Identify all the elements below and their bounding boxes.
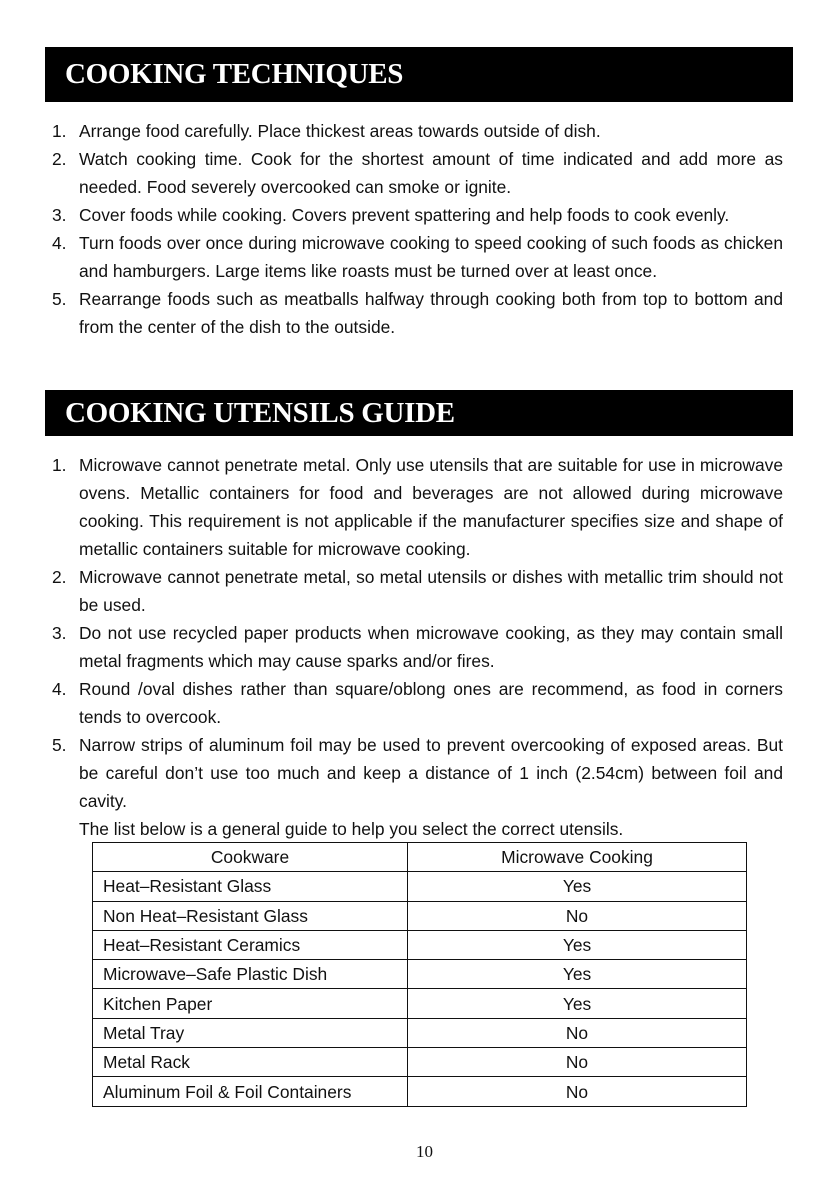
cookware-cell: Metal Rack [93,1048,408,1077]
microwave-cooking-cell: No [408,1048,747,1077]
header-microwave-cooking: Microwave Cooking [408,843,747,872]
item-text: Arrange food carefully. Place thickest areas towards outside of dish. [79,121,601,141]
table-header-row [93,843,747,872]
item-text: Rearrange foods such as meatballs halfway through cooking both from top to bottom and from the center of the dish to the outside. [79,289,783,337]
cookware-cell: Kitchen Paper [93,989,408,1018]
microwave-cooking-cell: No [408,1077,747,1106]
table-row [93,872,747,901]
section-header-cooking-utensils-guide [45,390,793,436]
table-row [93,1018,747,1047]
list-item [52,201,783,229]
header-cookware: Cookware [93,843,408,872]
item-number: 5. [52,289,67,309]
list-item [52,229,783,285]
list-item [52,451,783,563]
section-title: COOKING UTENSILS GUIDE [65,396,455,429]
table-intro: The list below is a general guide to help you select the correct utensils. [79,819,624,839]
item-text: Cover foods while cooking. Covers prevent spattering and help foods to cook evenly. [79,205,730,225]
cooking-techniques-list [52,117,783,341]
section-header-cooking-techniques [45,47,793,102]
table-row [93,1048,747,1077]
list-item [52,145,783,201]
item-number: 2. [52,149,67,169]
page-number: 10 [416,1142,433,1161]
list-item [52,675,783,731]
microwave-cooking-cell: Yes [408,930,747,959]
list-item [52,619,783,675]
microwave-cooking-cell: No [408,1018,747,1047]
utensils-table [92,842,747,1107]
item-number: 3. [52,623,67,643]
cookware-cell: Microwave–Safe Plastic Dish [93,960,408,989]
microwave-cooking-cell: Yes [408,989,747,1018]
item-number: 4. [52,233,67,253]
cookware-cell: Non Heat–Resistant Glass [93,901,408,930]
table-row [93,901,747,930]
item-number: 5. [52,735,67,755]
item-number: 4. [52,679,67,699]
item-number: 1. [52,121,67,141]
cookware-cell: Aluminum Foil & Foil Containers [93,1077,408,1106]
item-text: Narrow strips of aluminum foil may be used to prevent overcooking of exposed areas. But be careful don’t use too much and keep a distance of 1 inch (2.54cm) between foil and cavity. [79,735,783,811]
cookware-cell: Metal Tray [93,1018,408,1047]
cookware-cell: Heat–Resistant Ceramics [93,930,408,959]
item-number: 3. [52,205,67,225]
list-item [52,563,783,619]
microwave-cooking-cell: No [408,901,747,930]
table-row [93,960,747,989]
item-text: Microwave cannot penetrate metal, so metal utensils or dishes with metallic trim should not be used. [79,567,783,615]
list-item [52,285,783,341]
microwave-cooking-cell: Yes [408,960,747,989]
table-row [93,1077,747,1106]
section-title: COOKING TECHNIQUES [65,58,404,90]
item-number: 2. [52,567,67,587]
item-text: Do not use recycled paper products when microwave cooking, as they may contain small metal fragments which may cause sparks and/or fires. [79,623,783,671]
cookware-cell: Heat–Resistant Glass [93,872,408,901]
list-item [52,731,783,815]
item-text: Microwave cannot penetrate metal. Only use utensils that are suitable for use in microwave ovens. Metallic containers for food and beverages are not allowed during microwave cooking. This requirement is not applicable if the manufacturer specifies size and shape of metallic containers suitable for microwave cooking. [79,455,783,559]
microwave-cooking-cell: Yes [408,872,747,901]
table-row [93,930,747,959]
item-text: Watch cooking time. Cook for the shortest amount of time indicated and add more as needed. Food severely overcooked can smoke or ignite. [79,149,783,197]
list-item [52,117,783,145]
item-text: Turn foods over once during microwave cooking to speed cooking of such foods as chicken and hamburgers. Large items like roasts must be turned over at least once. [79,233,783,281]
item-text: Round /oval dishes rather than square/oblong ones are recommend, as food in corners tends to overcook. [79,679,783,727]
item-number: 1. [52,455,67,475]
table-row [93,989,747,1018]
cooking-utensils-list [52,451,783,815]
